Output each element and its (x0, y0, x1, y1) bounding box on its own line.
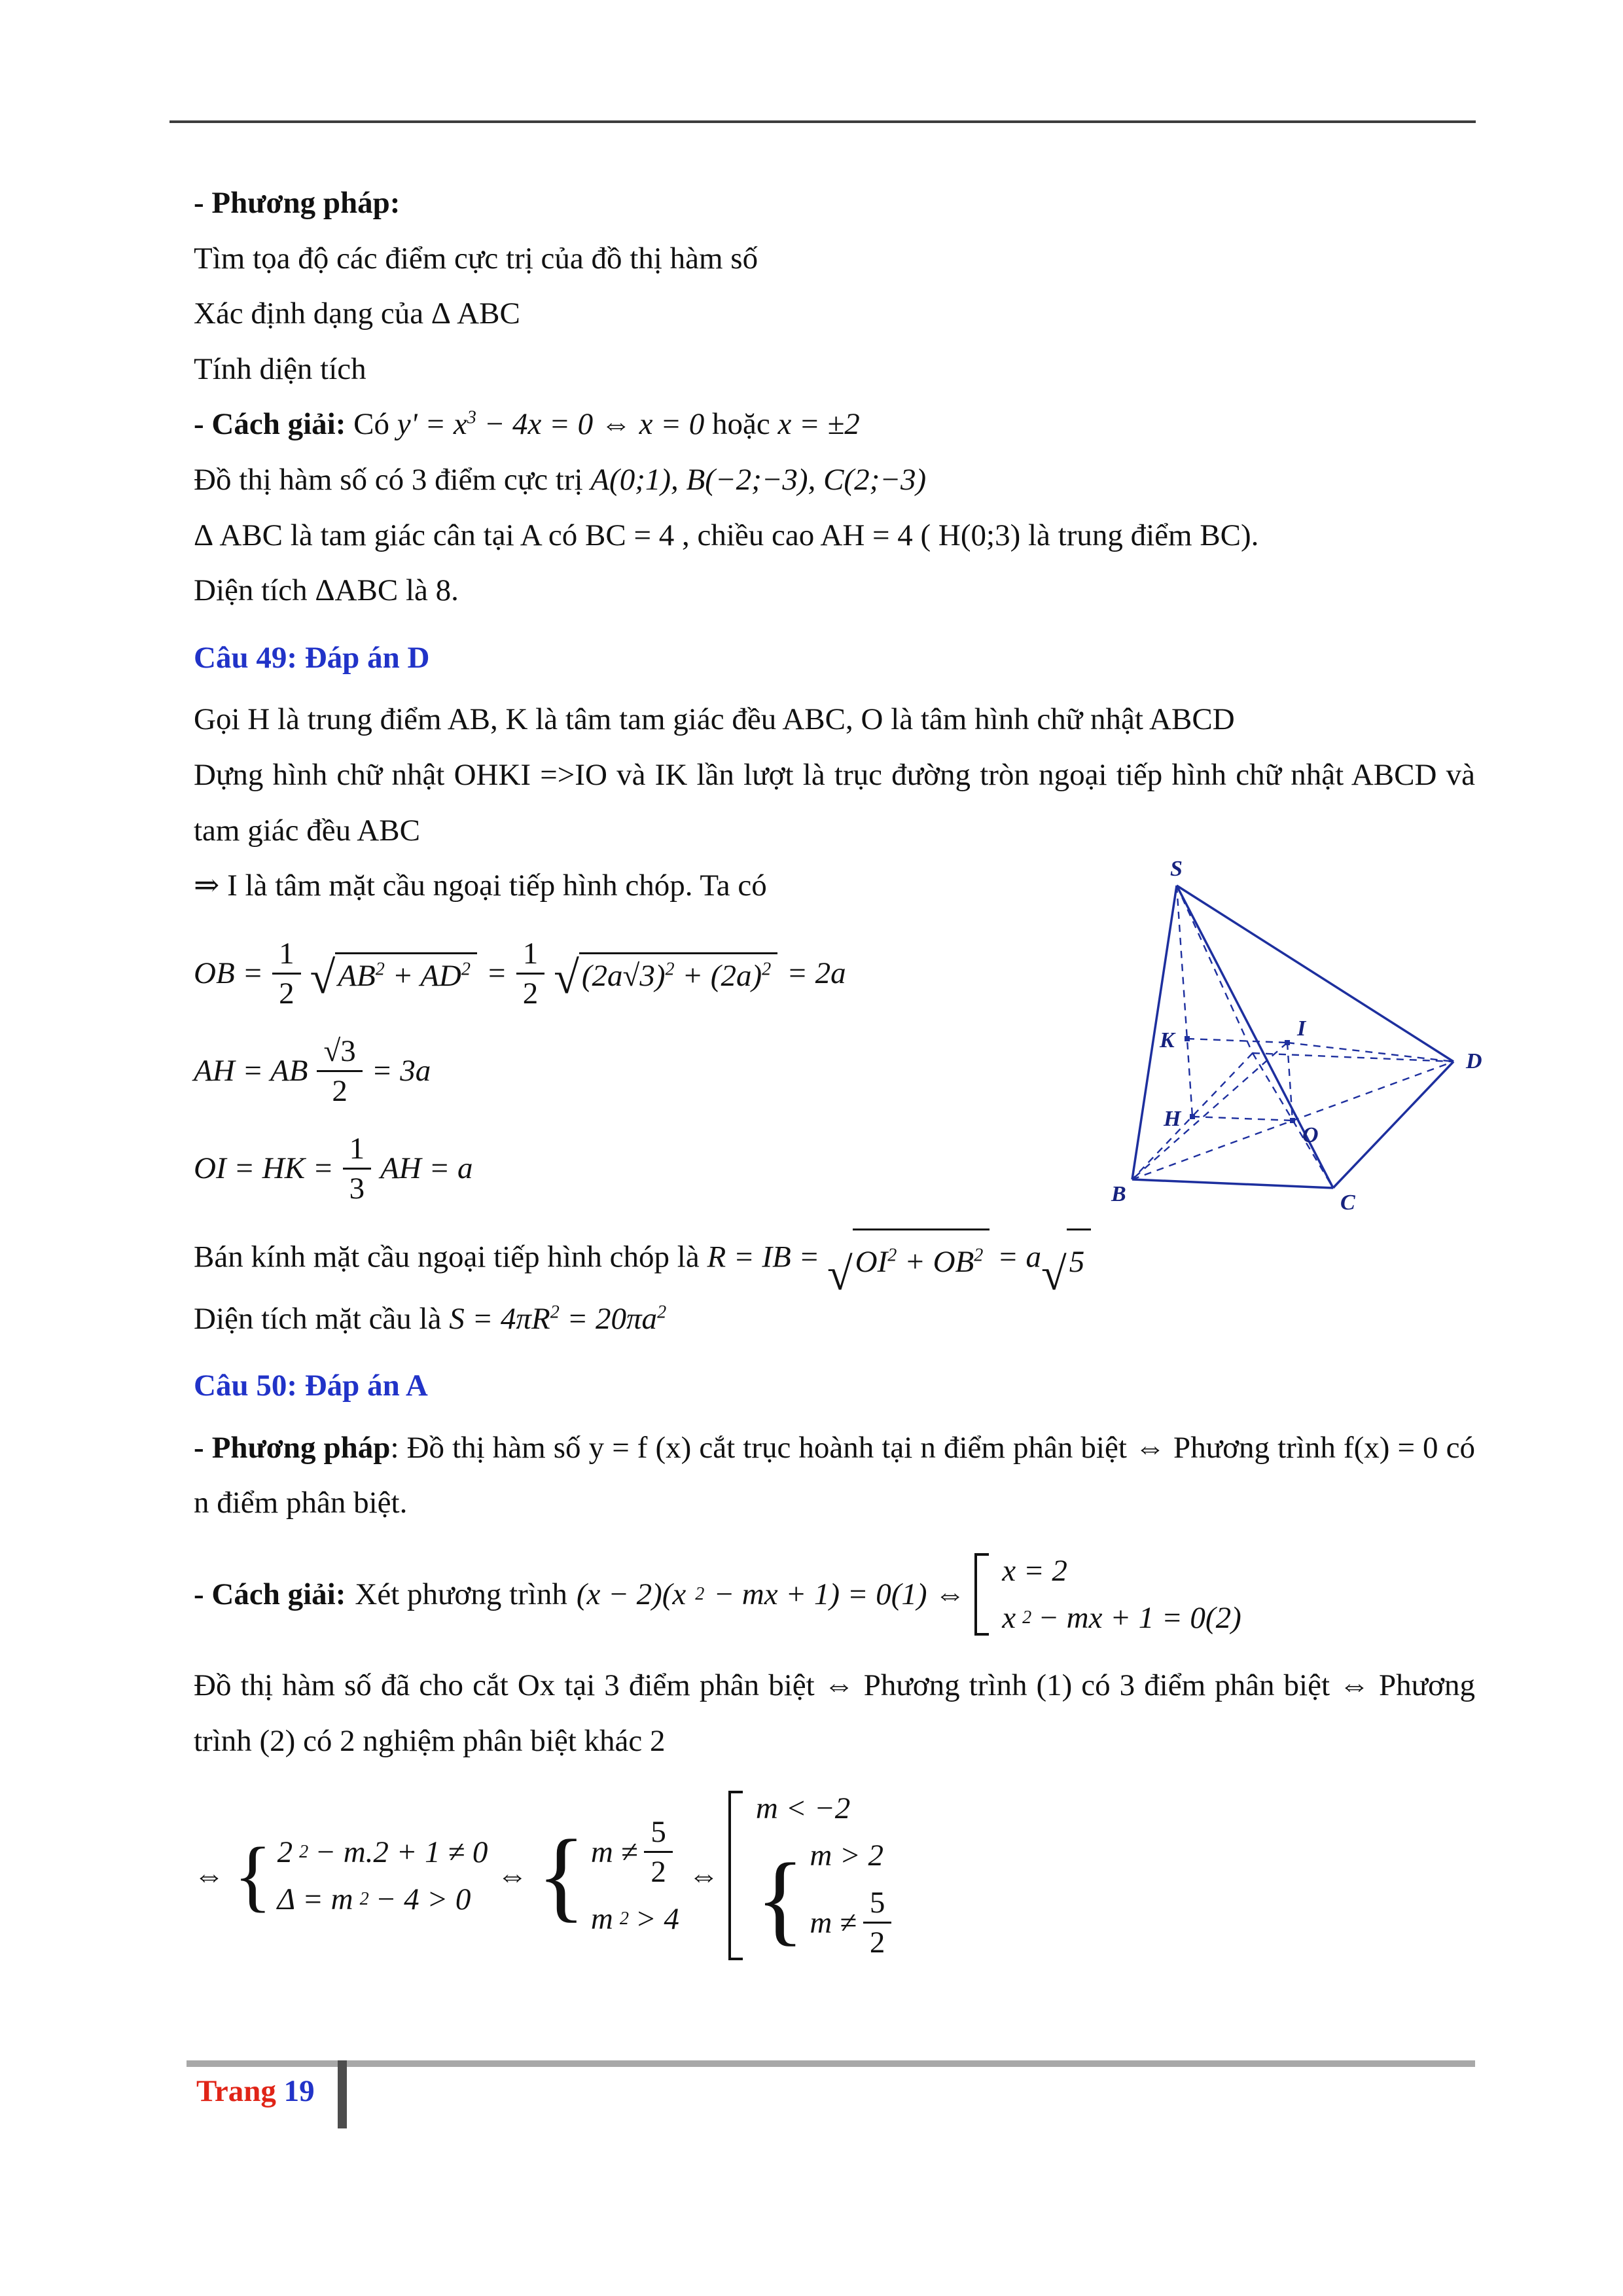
math-fragment: = 20πa (567, 1301, 658, 1336)
math-fragment: m (590, 1902, 613, 1937)
radicand (853, 1229, 990, 1291)
sqrt-radical (827, 1229, 990, 1291)
bracket-cases (728, 1791, 891, 1960)
case-row: Δ = m 2 − 4 > 0 (277, 1882, 471, 1916)
case-row (591, 1814, 673, 1890)
paragraph-solve-48 (194, 397, 1475, 452)
math-sup: 2 (762, 959, 772, 980)
vertex-label-i: I (1297, 1016, 1306, 1041)
math-sup: 2 (974, 1245, 984, 1266)
math-fragment: − 4x = 0 ⇔ x = 0 (484, 407, 705, 442)
math-fragment: OI (855, 1245, 888, 1279)
case-row: x = 2 (1002, 1553, 1067, 1588)
math-fragment: OI = HK = (194, 1151, 334, 1186)
fraction-numerator: 1 (343, 1131, 372, 1170)
vertex-label-k: K (1160, 1028, 1175, 1052)
math-fragment: { 2 (277, 1835, 293, 1869)
brace-group (756, 1838, 891, 1960)
math-sup: 2 (665, 959, 675, 980)
math-fragment: = a (997, 1240, 1042, 1274)
math-fragment: y' = x (397, 407, 467, 442)
fraction-numerator: √3 (317, 1033, 362, 1072)
paragraph-50-method (194, 1420, 1475, 1531)
fraction-denominator: 2 (651, 1855, 666, 1890)
fraction-denominator: 2 (279, 976, 294, 1011)
fraction-denominator: 2 (332, 1073, 348, 1108)
fraction-numerator: 5 (644, 1814, 673, 1853)
sqrt-radical (554, 952, 777, 995)
text-fragment: Xét phương trình (355, 1577, 567, 1611)
paragraph-method-label (194, 175, 1475, 231)
math-fragment: − m.2 + 1 ≠ 0 (315, 1835, 488, 1869)
fraction-numerator: 1 (516, 936, 545, 975)
paragraph-triangle: Δ ABC là tam giác cân tại A có BC = 4 , chiều cao AH = 4 ( H(0;3) là trung điểm BC). (194, 518, 1259, 552)
solve-pre: Có (353, 407, 389, 442)
math-fragment: S = 4πR (449, 1301, 550, 1336)
case-row: m 2 > 4 (590, 1902, 679, 1937)
left-bracket (728, 1791, 743, 1960)
math-fragment: x = ±2 (777, 407, 860, 442)
footer-divider (338, 2060, 347, 2128)
text-fragment: hoặc (711, 407, 770, 442)
paragraph-step-2: Xác định dạng của Δ ABC (194, 296, 520, 331)
paragraph-49-1: Gọi H là trung điểm AB, K là tâm tam giác đều ABC, O là tâm hình chữ nhật ABCD (194, 702, 1235, 737)
formula-equation-cases: - Cách giải: Xét phương trình (x − 2)(x 2 − mx + 1) = 0(1) ⇔ x = 2 x 2 − mx + 1 = 0(2) (194, 1553, 1241, 1635)
fraction (272, 936, 301, 1011)
footer-label: Trang (196, 2074, 276, 2108)
math-fragment: m ≠ (810, 1905, 857, 1940)
math-sup: 3 (467, 407, 476, 428)
fraction (516, 936, 545, 1011)
case-rows (1002, 1553, 1241, 1636)
brace-group (537, 1814, 679, 1937)
paragraph-radius (194, 1229, 1475, 1291)
paragraph-step-1: Tìm tọa độ các điểm cực trị của đồ thị hàm số (194, 241, 758, 276)
math-sup: 2 (657, 1301, 667, 1322)
text-fragment: Bán kính mặt cầu ngoại tiếp hình chóp là (194, 1240, 700, 1274)
math-fragment: Δ = m (277, 1882, 353, 1916)
fraction-numerator: 1 (272, 936, 301, 975)
figure-hidden-edges (1132, 886, 1454, 1188)
math-fragment: AB (338, 958, 376, 993)
paragraph-extrema (194, 452, 1475, 508)
paragraph-49-2: Dựng hình chữ nhật OHKI =>IO và IK lần lượt là trục đường tròn ngoại tiếp hình chữ nhật ABCD và tam giác đều ABC (194, 757, 1475, 848)
case-rows (756, 1791, 891, 1960)
math-fragment: A(0;1), B(−2;−3), C(2;−3) (590, 462, 927, 497)
math-fragment: = 2a (787, 956, 846, 991)
fraction (343, 1131, 372, 1206)
math-fragment: + (2a) (682, 958, 762, 993)
math-fragment: − 4 > 0 (375, 1882, 471, 1916)
vertex-label-o: O (1302, 1123, 1319, 1147)
vertex-label-h: H (1164, 1107, 1181, 1131)
math-fragment: (2a√3) (581, 958, 666, 993)
sqrt-radical (1041, 1229, 1091, 1291)
iff-symbol: ⇔ (194, 1858, 224, 1893)
math-fragment: { m ≠ (590, 1835, 638, 1869)
heading-cau-50: Câu 50: Đáp án A (194, 1369, 428, 1403)
text-fragment: Đồ thị hàm số có 3 điểm cực trị (194, 462, 583, 497)
math-fragment: = (486, 956, 507, 991)
case-rows (591, 1814, 679, 1937)
heading-cau-49: Câu 49: Đáp án D (194, 640, 430, 675)
math-fragment: (x − 2)(x (576, 1577, 687, 1611)
fraction (863, 1885, 892, 1960)
math-fragment: > 4 (635, 1902, 679, 1937)
math-fragment: R = IB = (707, 1240, 820, 1274)
case-row: x 2 − mx + 1 = 0(2) (1002, 1600, 1241, 1635)
fraction (317, 1033, 362, 1109)
paragraph-49-3: ⇒ I là tâm mặt cầu ngoại tiếp hình chóp. Ta có (194, 869, 767, 903)
iff-symbol: ⇔ (497, 1858, 528, 1893)
math-fragment: − mx + 1 = 0(2) (1038, 1600, 1241, 1635)
fraction-denominator: 3 (349, 1171, 365, 1206)
math-sup: 2 (375, 959, 385, 980)
figure-labels (1111, 857, 1482, 1215)
fraction-denominator: 2 (869, 1926, 885, 1960)
math-fragment: AH = a (380, 1151, 473, 1186)
math-fragment: OB = (194, 956, 264, 991)
solve-label: - Cách giải: (194, 1577, 346, 1611)
case-row: { 2 2 − m.2 + 1 ≠ 0 (277, 1835, 488, 1869)
fraction-denominator: 2 (522, 976, 539, 1011)
paragraph-area-48: Diện tích ΔABC là 8. (194, 573, 459, 608)
left-bracket (974, 1553, 989, 1636)
method-label: - Phương pháp (194, 1430, 391, 1465)
math-sup: 2 (887, 1245, 897, 1266)
vertex-label-d: D (1466, 1049, 1482, 1073)
fraction-numerator: 5 (863, 1885, 892, 1924)
text-fragment: : Đồ thị hàm số y = f (x) cắt trục hoành tại n điểm phân biệt ⇔ Phương trình f(x) = 0 có n điểm phân biệt. (194, 1430, 1475, 1520)
header-rule (169, 120, 1476, 123)
math-fragment: − mx + 1) = 0(1) ⇔ (713, 1577, 966, 1611)
text-fragment: Diện tích mặt cầu là (194, 1301, 442, 1336)
sqrt-radical (310, 952, 477, 995)
case-row: m < −2 (755, 1791, 851, 1826)
fraction (644, 1814, 673, 1890)
bracket-cases (974, 1553, 1241, 1636)
math-fragment: x (1002, 1600, 1016, 1635)
radicand (335, 952, 477, 995)
vertex-label-s: S (1170, 857, 1183, 881)
solve-label: - Cách giải: (194, 407, 346, 442)
math-fragment: AH = AB (194, 1054, 308, 1088)
vertex-label-c: C (1340, 1191, 1355, 1215)
case-row: { m > 2 (810, 1839, 884, 1873)
paragraph-50-cut: Đồ thị hàm số đã cho cắt Ox tại 3 điểm phân biệt ⇔ Phương trình (1) có 3 điểm phân biệt ⇔ Phương trình (2) có 2 nghiệm phân biệt khác 2 (194, 1668, 1475, 1758)
radicand (579, 952, 777, 995)
pyramid-figure (1086, 851, 1505, 1230)
method-label: - Phương pháp: (194, 186, 401, 220)
case-row (810, 1885, 891, 1960)
formula-final-conditions (194, 1791, 1475, 1960)
footer-page-number: 19 (283, 2074, 315, 2108)
page-footer (196, 2073, 315, 2109)
math-fragment: = 3a (371, 1054, 431, 1088)
footer-rule (187, 2060, 1475, 2067)
math-fragment: + AD (392, 958, 461, 993)
radicand: √ 5 (1067, 1229, 1092, 1291)
math-fragment: + OB (904, 1245, 974, 1279)
paragraph-step-3: Tính diện tích (194, 351, 366, 386)
figure-point-markers (1185, 1036, 1295, 1123)
iff-symbol: ⇔ (688, 1858, 719, 1893)
case-rows (810, 1838, 891, 1960)
math-sup: 2 (461, 959, 471, 980)
case-rows (277, 1835, 488, 1917)
math-sup: 2 (550, 1301, 560, 1322)
vertex-label-b: B (1111, 1182, 1126, 1206)
brace-group (234, 1830, 488, 1922)
